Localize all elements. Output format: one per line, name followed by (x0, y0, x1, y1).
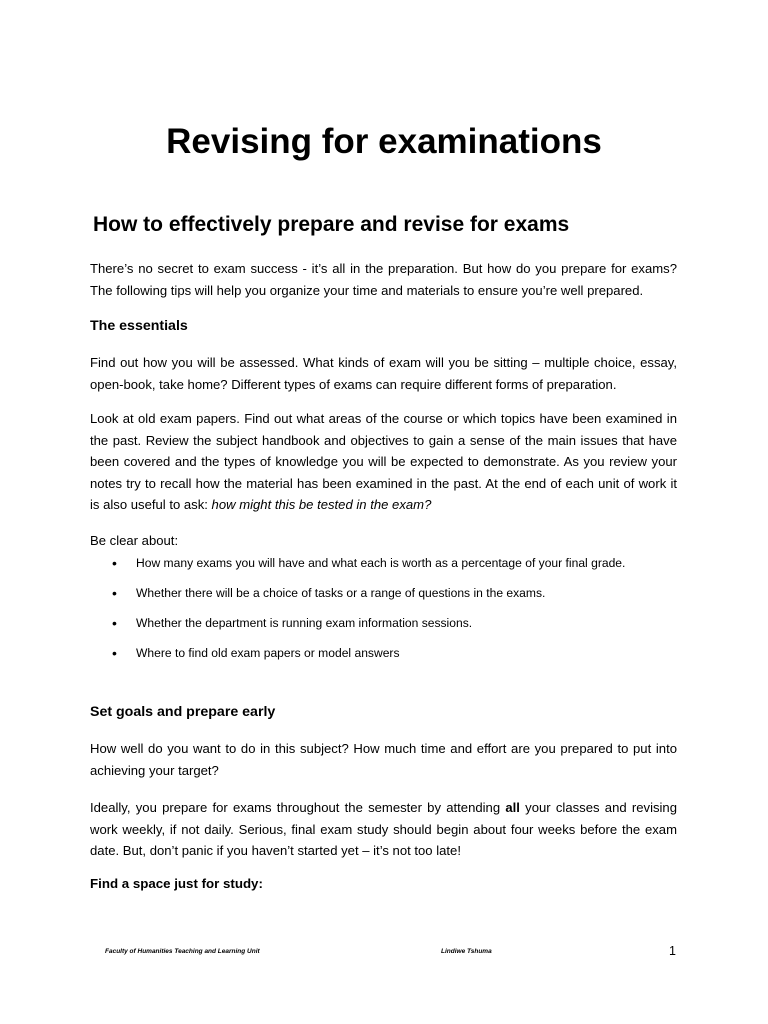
semester-text-end: your classes and revising work weekly, if not daily. Serious, final exam study should begin about four weeks before the exam date. But, don’t panic if you haven’t started yet – it’s not too late! (90, 800, 677, 858)
study-space-heading: Find a space just for study: (90, 876, 263, 891)
assessment-paragraph: Find out how you will be assessed. What kinds of exam will you be sitting – multiple choice, essay, open-book, take home? Different types of exams can require different forms of preparation. (90, 355, 677, 392)
old-papers-paragraph (90, 408, 677, 516)
list-item-text: Whether the department is running exam information sessions. (136, 616, 473, 630)
bullet-icon: • (112, 555, 117, 571)
list-item (90, 552, 690, 582)
old-papers-text: Look at old exam papers. Find out what areas of the course or which topics have been examined in the past. Review the subject handbook and objectives to gain a sense of the main issues that have been covered and the types of knowledge you will be expected to demonstrate. As you review your notes try to recall how the material has been examined in the past. At the end of each unit of work it is also useful to ask: (90, 411, 677, 512)
goals-paragraph: How well do you want to do in this subject? How much time and effort are you prepared to put into achieving your target? (90, 741, 677, 778)
bullet-icon: • (112, 645, 117, 661)
semester-paragraph (90, 797, 677, 862)
page-number: 1 (669, 944, 676, 958)
page-subtitle: How to effectively prepare and revise for exams (93, 213, 570, 236)
essentials-heading: The essentials (90, 318, 188, 334)
be-clear-list (90, 552, 690, 672)
list-item (90, 642, 690, 672)
footer-faculty: Faculty of Humanities Teaching and Learning Unit (105, 948, 260, 955)
bullet-icon: • (112, 615, 117, 631)
bullet-icon: • (112, 585, 117, 601)
page-title: Revising for examinations (166, 122, 602, 161)
goals-heading: Set goals and prepare early (90, 704, 276, 720)
semester-emphasis: all (505, 800, 520, 815)
semester-text-start: Ideally, you prepare for exams throughout the semester by attending (90, 800, 506, 815)
list-item (90, 612, 690, 642)
intro-paragraph: There’s no secret to exam success - it’s all in the preparation. But how do you prepare for exams? The following tips will help you organize your time and materials to ensure you’re well prepared. (90, 261, 677, 298)
list-item (90, 582, 690, 612)
footer-author: Lindiwe Tshuma (441, 948, 492, 955)
list-item-text: Where to find old exam papers or model answers (136, 646, 400, 660)
list-item-text: Whether there will be a choice of tasks or a range of questions in the exams. (136, 586, 546, 600)
old-papers-question: how might this be tested in the exam? (211, 497, 432, 512)
be-clear-label: Be clear about: (90, 533, 179, 548)
list-item-text: How many exams you will have and what each is worth as a percentage of your final grade. (136, 556, 626, 570)
